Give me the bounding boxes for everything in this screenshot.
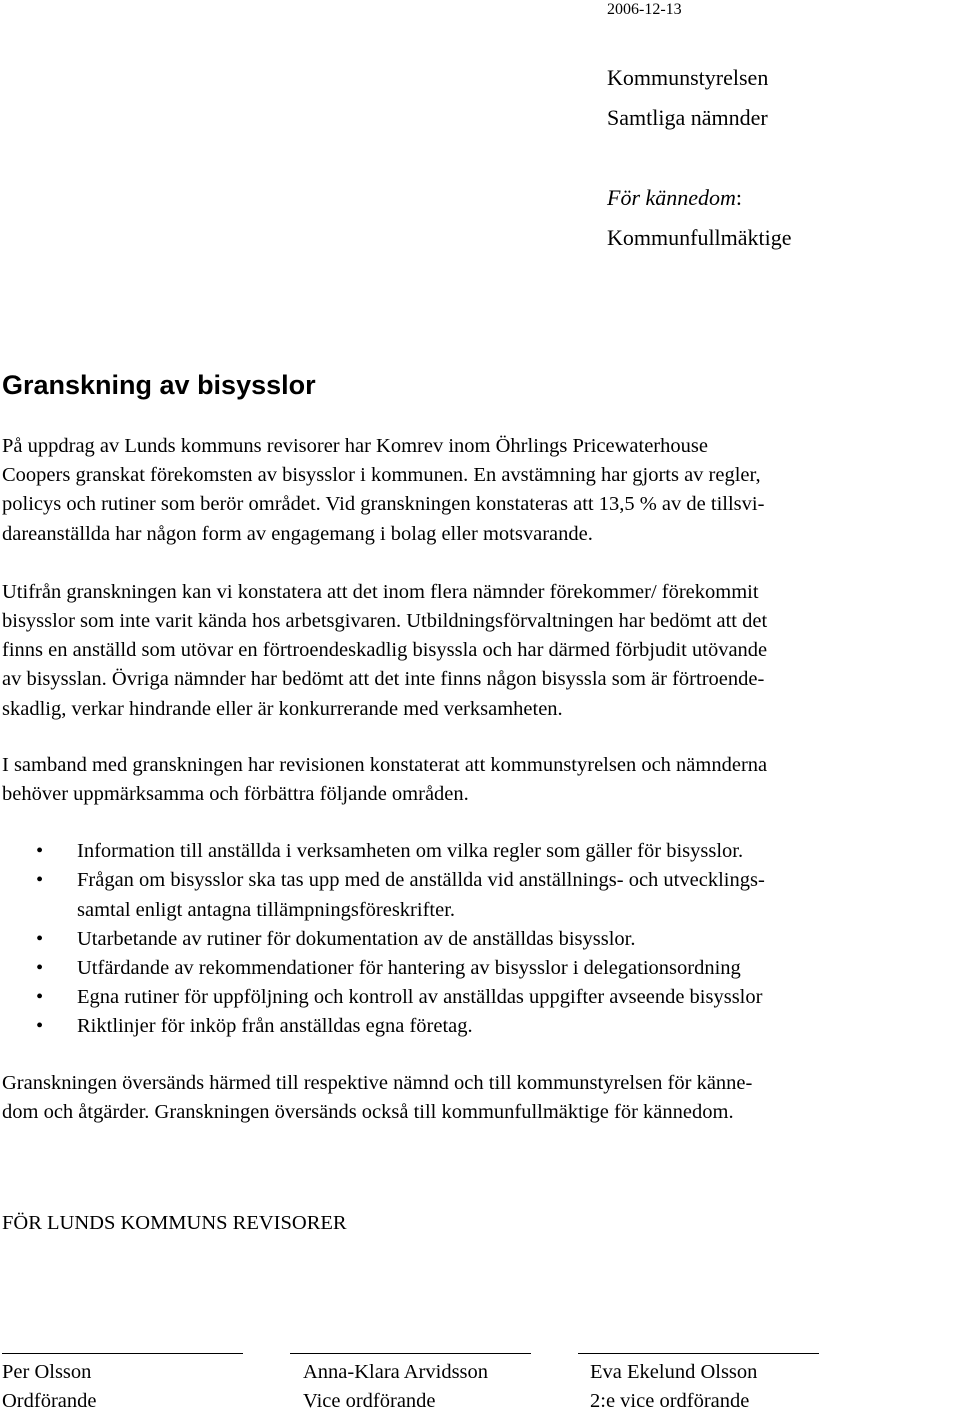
recipient: Kommunstyrelsen: [607, 65, 769, 90]
signatory-name: Anna-Klara Arvidsson: [303, 1361, 489, 1383]
signatory-role: 2:e vice ordförande: [590, 1390, 750, 1412]
list-item: [2, 837, 957, 866]
list-item-text: Egna rutiner för uppföljning och kontroll av anställdas uppgifter avseende bisysslor: [77, 986, 763, 1009]
bullet-icon: •: [36, 986, 44, 1009]
list-item-text: Utarbetande av rutiner för dokumentation av de anställdas bisysslor.: [77, 927, 636, 950]
spacer: [607, 138, 792, 178]
text-line: skadlig, verkar hindrande eller är konkurrerande med verksamheten.: [2, 697, 563, 720]
paragraph-findings: [2, 578, 957, 724]
recipient: Samtliga nämnder: [607, 105, 768, 130]
list-item-text: Information till anställda i verksamheten om vilka regler som gäller för bisysslor.: [77, 840, 744, 863]
signatory: [590, 1358, 757, 1416]
text-line: finns en anställd som utövar en förtroendeskadlig bisyssla och har därmed förbjudit utövande: [2, 639, 768, 662]
document-date: 2006-12-13: [607, 1, 682, 18]
list-item: [2, 866, 957, 924]
recipients-block: [607, 58, 792, 258]
for-information-label: För kännedom: [607, 185, 736, 210]
text-line: Coopers granskat förekomsten av bisysslor i kommunen. En avstämning har gjorts av regler,: [2, 464, 761, 487]
signoff-heading: FÖR LUNDS KOMMUNS REVISORER: [2, 1212, 347, 1234]
signatory-role: Vice ordförande: [303, 1390, 436, 1412]
bullet-icon: •: [36, 1015, 44, 1038]
bullet-icon: •: [36, 869, 44, 892]
for-information-colon: :: [735, 185, 743, 210]
text-line: dom och åtgärder. Granskningen översänds också till kommunfullmäktige för kännedom.: [2, 1100, 734, 1123]
list-item-text: Riktlinjer för inköp från anställdas egna företag.: [77, 1015, 473, 1038]
document-body: [2, 432, 957, 1127]
text-line: policys och rutiner som berör området. Vid granskningen konstateras att 13,5 % av de tillsvi-: [2, 493, 765, 516]
document-title: Granskning av bisysslor: [2, 370, 316, 400]
signatory: [2, 1358, 96, 1416]
bullet-icon: •: [36, 927, 44, 950]
signatory: [303, 1358, 488, 1416]
list-item: [2, 983, 957, 1012]
paragraph-areas-intro: [2, 751, 957, 809]
list-item-text: Utfärdande av rekommendationer för hantering av bisysslor i delegationsordning: [77, 957, 741, 980]
signature-line: [290, 1353, 531, 1354]
list-item-text: samtal enligt antagna tillämpningsföreskrifter.: [77, 898, 456, 921]
text-line: I samband med granskningen har revisionen konstaterat att kommunstyrelsen och nämnderna: [2, 753, 768, 776]
for-information-recipient: Kommunfullmäktige: [607, 225, 792, 250]
bullet-icon: •: [36, 840, 44, 863]
signatory-name: Eva Ekelund Olsson: [590, 1361, 758, 1383]
paragraph-distribution: [2, 1069, 957, 1127]
for-information-heading: [607, 178, 792, 218]
list-item: [2, 1012, 957, 1041]
paragraph-summary: [2, 432, 957, 549]
signatory-role: Ordförande: [2, 1390, 97, 1412]
text-line: behöver uppmärksamma och förbättra följande områden.: [2, 783, 469, 806]
text-line: Utifrån granskningen kan vi konstatera att det inom flera nämnder förekommer/ förekommit: [2, 580, 759, 603]
list-item: [2, 925, 957, 954]
text-line: Granskningen översänds härmed till respektive nämnd och till kommunstyrelsen för känne-: [2, 1071, 753, 1094]
list-item: [2, 954, 957, 983]
list-item-text: Frågan om bisysslor ska tas upp med de anställda vid anställnings- och utvecklings-: [77, 869, 765, 892]
signature-line: [578, 1353, 819, 1354]
signatory-name: Per Olsson: [2, 1361, 92, 1383]
text-line: bisysslor som inte varit kända hos arbetsgivaren. Utbildningsförvaltningen har bedömt att det: [2, 610, 768, 633]
bullet-icon: •: [36, 957, 44, 980]
text-line: dareanställda har någon form av engagemang i bolag eller motsvarande.: [2, 522, 593, 545]
text-line: På uppdrag av Lunds kommuns revisorer har Komrev inom Öhrlings Pricewaterhouse: [2, 435, 708, 457]
improvement-list: [2, 837, 957, 1041]
text-line: av bisysslan. Övriga nämnder har bedömt att det inte finns någon bisyssla som är förtroende-: [2, 668, 765, 691]
signature-line: [2, 1353, 243, 1354]
